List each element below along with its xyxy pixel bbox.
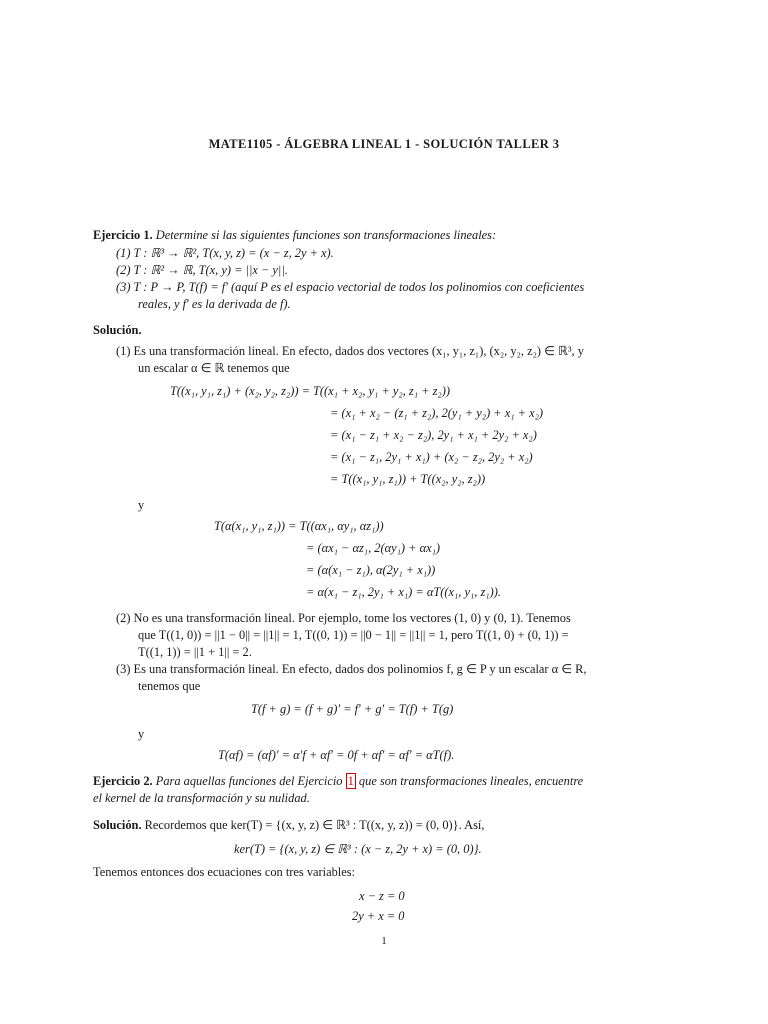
exercise-1-statement: [93, 227, 496, 244]
solution-1-part-3: (3) Es una transformación lineal. En efecto, dados dos polinomios f, g ∈ P y un escalar α ∈ R,: [116, 662, 587, 676]
solution-1-part-2-cont: T((1, 1)) = ||1 + 1|| = 2.: [138, 645, 252, 659]
exercise-2-label: Ejercicio 2.: [93, 774, 153, 788]
equation-line: = (x₁ − z₁, 2y₁ + x₁) + (x₂ − z₂, 2y₂ + x₂): [330, 450, 533, 464]
exercise-1-item-continued: reales, y f′ es la derivada de f).: [138, 297, 291, 311]
equation-line: = (αx₁ − αz₁, 2(αy₁) + αx₁): [306, 541, 441, 555]
page-number: 1: [381, 935, 387, 947]
solution-1-part-1-cont: un escalar α ∈ ℝ tenemos que: [138, 361, 290, 375]
equation-line: T((x₁, y₁, z₁) + (x₂, y₂, z₂)) = T((x₁ + x₂, y₁ + y₂, z₁ + z₂)): [170, 384, 450, 398]
solution-1-label: Solución.: [93, 323, 142, 337]
connector-y: y: [138, 498, 145, 512]
equation-line: 2y + x = 0: [352, 909, 405, 923]
equation-line: T(α(x₁, y₁, z₁)) = T((αx₁, αy₁, αz₁)): [214, 519, 384, 533]
solution-1-part-3-cont: tenemos que: [138, 679, 201, 693]
equation-line: T(αf) = (αf)′ = α′f + αf′ = 0f + αf′ = αf′ = αT(f).: [218, 748, 455, 762]
page-title: MATE1105 - ÁLGEBRA LINEAL 1 - SOLUCIÓN TALLER 3: [208, 137, 560, 151]
solution-2-text: Recordemos que ker(T) = {(x, y, z) ∈ ℝ³ : T((x, y, z)) = (0, 0)}. Así,: [144, 818, 485, 832]
equation-line: T(f + g) = (f + g)′ = f′ + g′ = T(f) + T(g): [251, 702, 454, 716]
solution-1-part-2: (2) No es una transformación lineal. Por ejemplo, tome los vectores (1, 0) y (0, 1). Tenemos: [116, 611, 571, 625]
solution-2-line: Tenemos entonces dos ecuaciones con tres variables:: [93, 865, 355, 879]
solution-1-part-1: (1) Es una transformación lineal. En efecto, dados dos vectores (x₁, y₁, z₁), (x₂, y₂, z₂) ∈ ℝ³, y: [116, 344, 584, 358]
exercise-2-prompt: Para aquellas funciones del Ejercicio: [155, 774, 343, 788]
exercise-1-prompt: Determine si las siguientes funciones son transformaciones lineales:: [155, 228, 497, 242]
equation-line: = (x₁ + x₂ − (z₁ + z₂), 2(y₁ + y₂) + x₁ + x₂): [330, 406, 544, 420]
connector-y: y: [138, 727, 145, 741]
equation-line: x − z = 0: [359, 889, 405, 903]
solution-2-label: Solución.: [93, 818, 142, 832]
equation-line: = (x₁ − z₁ + x₂ − z₂), 2y₁ + x₁ + 2y₂ + x₂): [330, 428, 537, 442]
solution-1-part-2-cont: que T((1, 0)) = ||1 − 0|| = ||1|| = 1, T((0, 1)) = ||0 − 1|| = ||1|| = 1, pero T((1, 0) + (0, 1)) =: [138, 628, 569, 642]
exercise-1-item: (1) T : ℝ³ → ℝ², T(x, y, z) = (x − z, 2y + x).: [116, 246, 334, 260]
exercise-reference-link[interactable]: 1: [347, 774, 354, 788]
exercise-1-item: (2) T : ℝ² → ℝ, T(x, y) = ||x − y||.: [116, 263, 288, 277]
equation-line: = T((x₁, y₁, z₁)) + T((x₂, y₂, z₂)): [330, 472, 486, 486]
equation-line: = α(x₁ − z₁, 2y₁ + x₁) = αT((x₁, y₁, z₁)).: [306, 585, 501, 599]
solution-2-intro: [93, 817, 484, 834]
equation-line: ker(T) = {(x, y, z) ∈ ℝ³ : (x − z, 2y + x) = (0, 0)}.: [234, 842, 482, 856]
exercise-1-label: Ejercicio 1.: [93, 228, 153, 242]
exercise-2-prompt-cont: que son transformaciones lineales, encuentre: [358, 774, 584, 788]
exercise-2-prompt-line2: el kernel de la transformación y su nulidad.: [93, 791, 310, 805]
exercise-1-item: (3) T : P → P, T(f) = f′ (aquí P es el espacio vectorial de todos los polinomios con coeficientes: [116, 280, 585, 294]
equation-line: = (α(x₁ − z₁), α(2y₁ + x₁)): [306, 563, 436, 577]
exercise-2-statement: [93, 773, 583, 790]
